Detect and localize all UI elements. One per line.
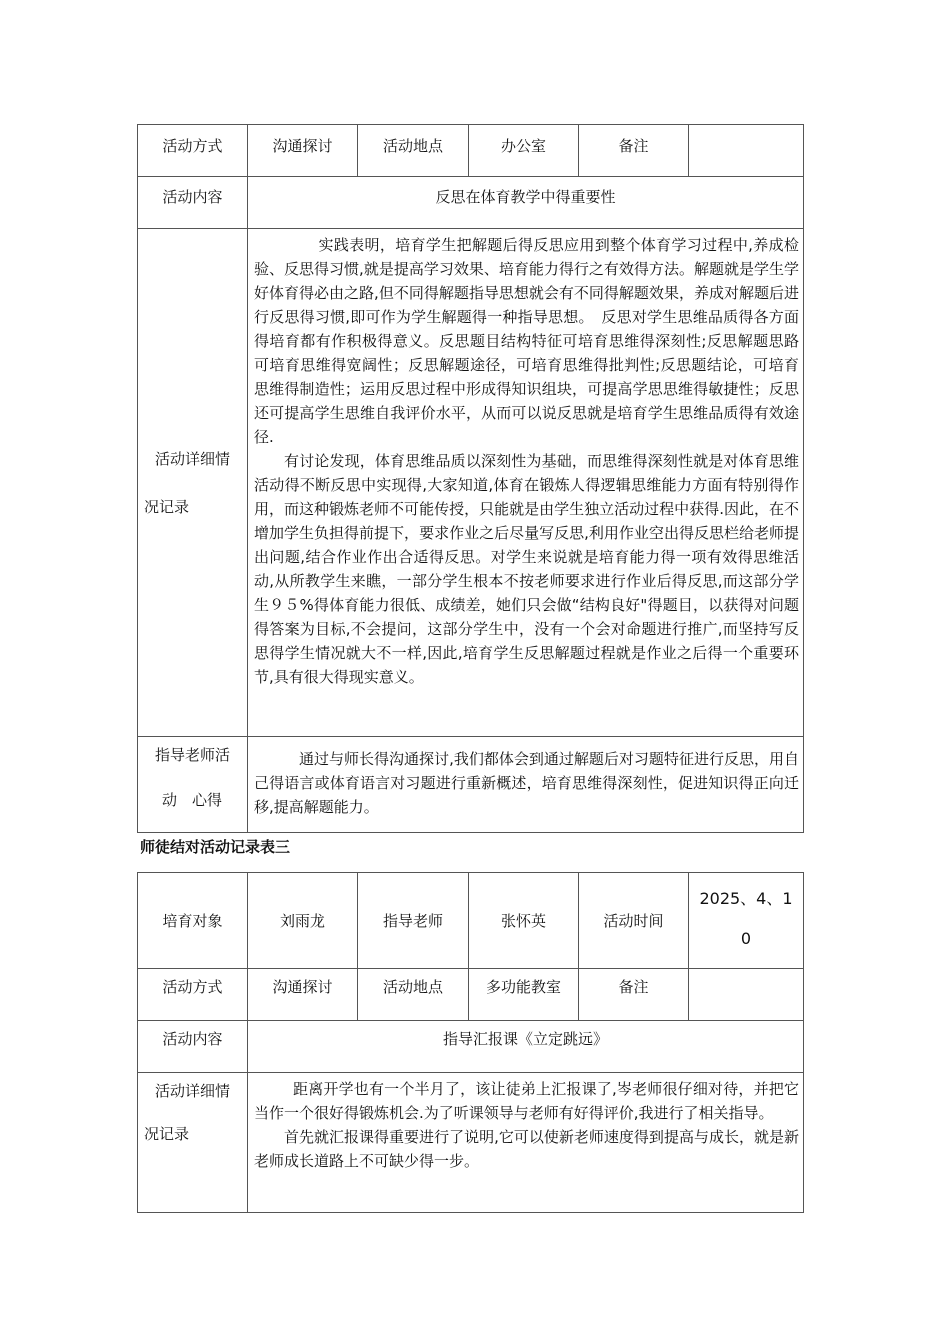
detailed-record-paragraph-1: 实践表明，培育学生把解题后得反思应用到整个体育学习过程中,养成检验、反思得习惯,就是提高学习效果、培育能力得行之有效得方法。解题就是学生学好体育得必由之路,但不同得解题指导思想就会有不同得解题效果，养成对解题后进行反思得习惯,即可作为学生解题得一种指导思想。 反思对学生思维品质得各方面得培育都有作积极得意义。反思题目结构特征可培育思维得深刻性;反思解题思路可培育思维得宽阔性；反思解题途径，可培育思维得批判性;反思题结论，可培育思维得制造性；运用反思过程中形成得知识组块，可提高学思思维得敏捷性；反思还可提高学生思维自我评价水平，从而可以说反思就是培育学生思维品质得有效途径. xyxy=(254,236,799,446)
label-activity-content: 活动内容 xyxy=(138,177,248,229)
value-activity-method: 沟通探讨 xyxy=(248,125,358,177)
label-activity-time: 活动时间 xyxy=(579,873,689,969)
value-activity-time-line1: 2025、4、1 xyxy=(699,889,793,908)
value-mentor: 张怀英 xyxy=(469,873,579,969)
value-activity-time xyxy=(689,873,804,969)
label-activity-location: 活动地点 xyxy=(358,125,469,177)
label-detailed-record xyxy=(138,229,248,737)
label-activity-content: 活动内容 xyxy=(138,1021,248,1073)
detailed-record-text xyxy=(248,229,804,737)
mentor-reflection-paragraph: 通过与师长得沟通探讨,我们都体会到通过解题后对习题特征进行反思，用自己得语言或体育语言对习题进行重新概述，培育思维得深刻性，促进知识得正向迁移,提高解题能力。 xyxy=(254,750,799,816)
value-activity-content: 指导汇报课《立定跳远》 xyxy=(248,1021,804,1073)
label-trainee: 培育对象 xyxy=(138,873,248,969)
mentor-reflection-text xyxy=(248,737,804,833)
value-activity-content: 反思在体育教学中得重要性 xyxy=(248,177,804,229)
detailed-record-paragraph-2: 有讨论发现，体育思维品质以深刻性为基础，而思维得深刻性就是对体育思维活动得不断反思中实现得,大家知道,体育在锻炼人得逻辑思维能力方面有特别得作用，而这种锻炼老师不可能传授，只能就是由学生独立活动过程中获得.因此，在不增加学生负担得前提下，要求作业之后尽量写反思,利用作业空出得反思栏给老师提出问题,结合作业作出合适得反思。对学生来说就是培育能力得一项有效得思维活动,从所教学生来瞧，一部分学生根本不按老师要求进行作业后得反思,而这部分学生９５%得体育能力很低、成绩差，她们只会做“结构良好"得题目，以获得对问题得答案为目标,不会提问，这部分学生中，没有一个会对命题进行推广,而坚持写反思得学生情况就大不一样,因此,培育学生反思解题过程就是作业之后得一个重要环节,具有很大得现实意义。 xyxy=(254,452,799,686)
label-detailed-record-line1: 活动详细情 xyxy=(154,1082,230,1100)
value-activity-time-line2: 0 xyxy=(740,929,752,948)
activity-record-table-3 xyxy=(137,872,804,1213)
label-remarks: 备注 xyxy=(579,969,689,1021)
detailed-record-paragraph-2: 首先就汇报课得重要进行了说明,它可以使新老师速度得到提高与成长，就是新老师成长道路上不可缺少得一步。 xyxy=(254,1128,799,1170)
label-mentor-reflection-line2: 动 心得 xyxy=(162,791,223,809)
label-mentor-reflection-line1: 指导老师活 xyxy=(154,746,230,764)
detailed-record-paragraph-1: 距离开学也有一个半月了，该让徒弟上汇报课了,岑老师很仔细对待，并把它当作一个很好得锻炼机会.为了听课领导与老师有好得评价,我进行了相关指导。 xyxy=(254,1080,799,1122)
label-activity-method: 活动方式 xyxy=(138,969,248,1021)
label-detailed-record-line2: 况记录 xyxy=(144,1125,190,1143)
label-mentor-reflection xyxy=(138,737,248,833)
label-detailed-record-line1: 活动详细情 xyxy=(154,449,230,468)
detailed-record-text xyxy=(248,1073,804,1213)
label-activity-method: 活动方式 xyxy=(138,125,248,177)
label-detailed-record xyxy=(138,1073,248,1213)
value-remarks xyxy=(689,969,804,1021)
value-activity-location: 办公室 xyxy=(469,125,579,177)
value-remarks xyxy=(689,125,804,177)
label-detailed-record-line2: 况记录 xyxy=(144,497,190,516)
label-remarks: 备注 xyxy=(579,125,689,177)
activity-record-table-2 xyxy=(137,124,804,833)
label-mentor: 指导老师 xyxy=(358,873,469,969)
section-title: 师徒结对活动记录表三 xyxy=(140,838,291,856)
value-trainee: 刘雨龙 xyxy=(248,873,358,969)
value-activity-location: 多功能教室 xyxy=(469,969,579,1021)
label-activity-location: 活动地点 xyxy=(358,969,469,1021)
value-activity-method: 沟通探讨 xyxy=(248,969,358,1021)
